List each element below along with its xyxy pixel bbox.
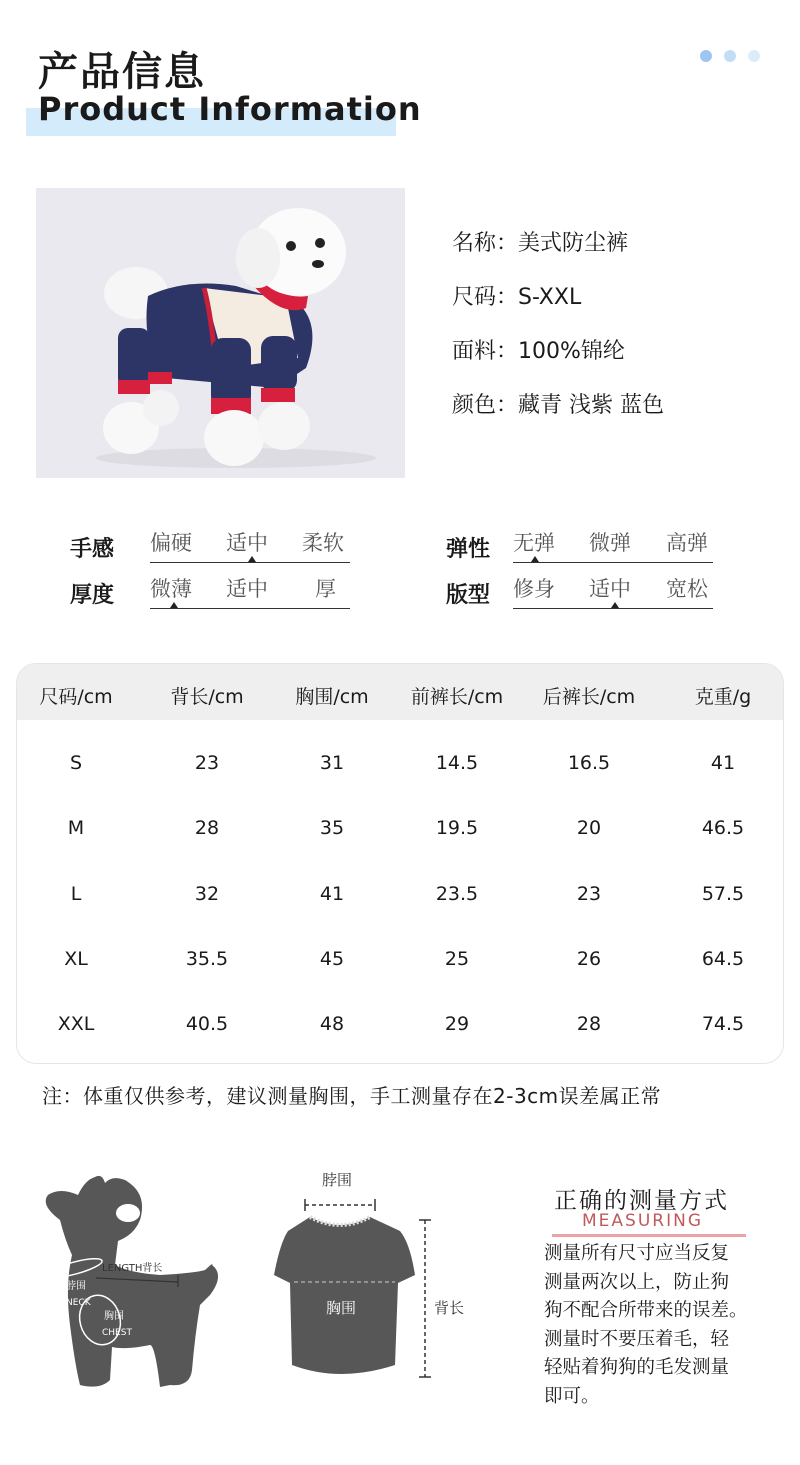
product-specs xyxy=(452,228,664,444)
dog-length-label: LENGTH背长 xyxy=(102,1263,163,1274)
scale-fit-opt-3: 宽松 xyxy=(666,577,708,601)
dog-eye xyxy=(116,1204,140,1222)
table-cell: 41 xyxy=(710,752,736,774)
table-header-cell: 尺码/cm xyxy=(39,686,113,708)
table-header-cell: 胸围/cm xyxy=(295,686,369,708)
scale-feel-opt-2: 适中 xyxy=(226,531,268,555)
table-cell: 32 xyxy=(194,883,220,905)
table-cell: 23.5 xyxy=(435,883,479,905)
table-cell: 46.5 xyxy=(701,817,745,839)
measure-line-4: 测量时不要压着毛，轻 xyxy=(544,1328,730,1350)
shirt-neck-label: 脖围 xyxy=(322,1171,353,1189)
table-cell: 74.5 xyxy=(701,1013,745,1035)
scale-elasticity-opt-2: 微弹 xyxy=(589,531,631,555)
product-photo xyxy=(36,188,405,478)
table-cell: 14.5 xyxy=(435,752,479,774)
spec-name: 名称：美式防尘裤 xyxy=(452,231,629,256)
measure-line-3: 狗不配合所带来的误差。 xyxy=(544,1300,748,1321)
scale-thickness-opt-1: 微薄 xyxy=(150,577,192,601)
table-header-cell: 背长/cm xyxy=(170,686,244,708)
scale-elasticity xyxy=(513,527,713,563)
measure-subtitle: MEASURING xyxy=(582,1211,703,1231)
measure-line-5: 轻贴着狗狗的毛发测量 xyxy=(544,1357,730,1378)
table-cell: 64.5 xyxy=(701,948,745,970)
table-cell: XL xyxy=(64,948,88,970)
table-cell: 41 xyxy=(319,883,345,905)
dot-3 xyxy=(748,50,760,62)
dog-chest-en: CHEST xyxy=(102,1328,132,1338)
scale-marker xyxy=(531,556,539,562)
table-cell: XXL xyxy=(57,1013,95,1035)
table-cell: 45 xyxy=(319,948,345,970)
spec-size: 尺码：S-XXL xyxy=(452,285,582,310)
scale-feel-opt-3: 柔软 xyxy=(302,531,344,555)
scale-fit xyxy=(513,573,713,609)
measure-instructions xyxy=(544,1240,784,1411)
shirt-measure-diagram xyxy=(270,1165,500,1395)
scale-line xyxy=(150,562,350,563)
table-header-cell: 后裤长/cm xyxy=(542,686,636,708)
dog-neck-cn: 脖围 xyxy=(66,1281,86,1292)
table-cell: S xyxy=(69,752,83,774)
table-header-cell: 前裤长/cm xyxy=(410,686,504,708)
spec-color: 颜色：藏青 浅紫 蓝色 xyxy=(452,393,664,418)
size-note: 注：体重仅供参考，建议测量胸围，手工测量存在2-3cm误差属正常 xyxy=(42,1084,662,1108)
scale-marker xyxy=(170,602,178,608)
scale-feel xyxy=(150,527,350,563)
page-title-cn: 产品信息 xyxy=(38,49,206,95)
scale-thickness xyxy=(150,573,350,609)
scale-elasticity-opt-1: 无弹 xyxy=(513,531,555,555)
table-header-cell: 克重/g xyxy=(694,686,752,708)
table-cell: 40.5 xyxy=(185,1013,229,1035)
table-cell: 29 xyxy=(444,1013,470,1035)
scale-line xyxy=(513,562,713,563)
carousel-dots xyxy=(700,50,760,62)
scale-feel-opt-1: 偏硬 xyxy=(150,531,192,555)
table-cell: 35 xyxy=(319,817,345,839)
table-cell: 23 xyxy=(194,752,220,774)
scale-marker xyxy=(248,556,256,562)
dog-neck-en: NECK xyxy=(66,1298,91,1308)
table-cell: 28 xyxy=(194,817,220,839)
scale-fit-opt-1: 修身 xyxy=(513,577,555,601)
attr-label-thickness: 厚度 xyxy=(70,583,115,608)
shirt-back-label: 背长 xyxy=(434,1299,465,1317)
measure-line-1: 测量所有尺寸应当反复 xyxy=(544,1243,730,1264)
measure-line-6: 即可。 xyxy=(544,1385,600,1407)
table-cell: 20 xyxy=(576,817,602,839)
measure-line-2: 测量两次以上，防止狗 xyxy=(544,1271,730,1293)
dog-measure-diagram xyxy=(30,1165,230,1395)
scale-thickness-opt-2: 适中 xyxy=(226,577,268,601)
table-cell: 16.5 xyxy=(567,752,611,774)
table-cell: 31 xyxy=(319,752,345,774)
page-title-en: Product Information xyxy=(38,90,422,128)
table-cell: 25 xyxy=(444,948,470,970)
table-cell: L xyxy=(70,883,82,905)
scale-marker xyxy=(611,602,619,608)
table-cell: M xyxy=(67,817,85,839)
measure-underline xyxy=(552,1234,746,1237)
scale-line xyxy=(150,608,350,609)
shirt-chest-label: 胸围 xyxy=(326,1299,357,1317)
spec-fabric: 面料：100%锦纶 xyxy=(452,339,625,364)
shirt-shape xyxy=(274,1217,415,1374)
table-cell: 57.5 xyxy=(701,883,745,905)
scale-fit-opt-2: 适中 xyxy=(589,577,631,601)
attr-label-fit: 版型 xyxy=(446,583,491,608)
scale-elasticity-opt-3: 高弹 xyxy=(666,531,708,555)
size-table xyxy=(16,663,784,1064)
dot-1 xyxy=(700,50,712,62)
table-cell: 26 xyxy=(576,948,602,970)
table-cell: 23 xyxy=(576,883,602,905)
table-cell: 19.5 xyxy=(435,817,479,839)
dot-2 xyxy=(724,50,736,62)
scale-line xyxy=(513,608,713,609)
table-cell: 28 xyxy=(576,1013,602,1035)
measure-title: 正确的测量方式 xyxy=(554,1188,729,1214)
scale-thickness-opt-3: 厚 xyxy=(315,577,336,601)
table-cell: 48 xyxy=(319,1013,345,1035)
dog-chest-cn: 胸围 xyxy=(104,1311,124,1322)
table-cell: 35.5 xyxy=(185,948,229,970)
attr-label-feel: 手感 xyxy=(70,537,115,562)
attr-label-elasticity: 弹性 xyxy=(446,537,491,562)
